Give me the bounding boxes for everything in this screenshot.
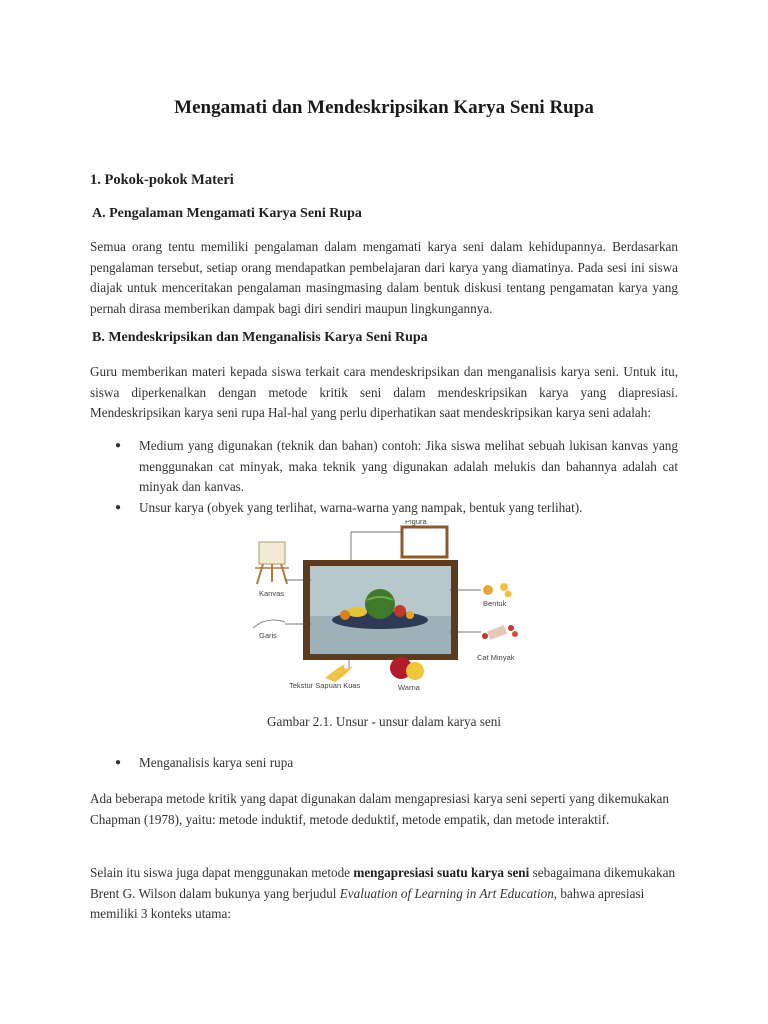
subheading-a: A. Pengalaman Mengamati Karya Seni Rupa <box>92 206 362 221</box>
list-item-medium <box>115 436 678 498</box>
list-item-text: Unsur karya (obyek yang terlihat, warna-warna yang nampak, bentuk yang terlihat). <box>139 500 583 515</box>
label-kanvas: Kanvas <box>259 589 285 598</box>
label-tekstur: Tekstur Sapuan Kuas <box>289 681 361 690</box>
oil-paint-icon <box>482 625 518 640</box>
shape-icon <box>483 583 512 598</box>
label-warna: Warna <box>398 683 420 692</box>
empty-frame-icon <box>402 527 447 557</box>
art-elements-figure <box>245 520 530 695</box>
framed-painting <box>303 560 458 660</box>
bullet-icon: ● <box>115 757 122 768</box>
bullet-icon: ● <box>115 440 122 451</box>
text-run: sebagaimana dikemukakan Brent G. Wilson dalam bukunya yang berjudul <box>90 865 676 901</box>
text-run: Selain itu siswa juga dapat menggunakan metode <box>90 865 354 880</box>
paragraph-wilson <box>90 863 678 925</box>
paragraph-a: Semua orang tentu memiliki pengalaman dalam mengamati karya seni dalam kehidupannya. Berdasarkan pengalaman tersebut, setiap orang mendapatkan pembelajaran dari karya yang diamatinya. Pada sesi ini siswa diajak untuk menceritakan pengalaman masingmasing dalam bentuk diskusi tentang pengamatan karya yang pernah dirasa memberikan dampak bagi diri sendiri maupun lingkungannya. <box>90 239 678 316</box>
text-run: , bahwa apresiasi memiliki 3 konteks utama: <box>90 885 645 921</box>
list-item-text: Menganalisis karya seni rupa <box>139 755 294 770</box>
bold-term: mengapresiasi suatu karya seni <box>353 865 530 880</box>
label-bentuk: Bentuk <box>483 599 507 608</box>
page-title: Mengamati dan Mendeskripsikan Karya Seni Rupa <box>174 97 594 118</box>
figure-caption: Gambar 2.1. Unsur - unsur dalam karya seni <box>266 714 501 729</box>
list-item-unsur <box>115 498 678 519</box>
paragraph-b: Guru memberikan materi kepada siswa terkait cara mendeskripsikan dan menganalisis karya seni. Untuk itu, siswa diperkenalkan dengan metode kritik seni dalam mendeskripsikan karya yang diapresiasi. Mendeskripsikan karya seni rupa Hal-hal yang perlu diperhatikan saat mendeskripsikan karya seni adalah: <box>90 364 678 420</box>
bullet-icon: ● <box>115 502 122 513</box>
label-garis: Garis <box>259 631 277 640</box>
list-item-text: Medium yang digunakan (teknik dan bahan) contoh: Jika siswa melihat sebuah lukisan kanvas yang menggunakan cat minyak, maka teknik yang digunakan adalah melukis dan bahannya adalah cat minyak dan kanvas. <box>139 438 678 494</box>
paragraph-chapman: Ada beberapa metode kritik yang dapat digunakan dalam mengapresiasi karya seni seperti yang dikemukakan Chapman (1978), yaitu: metode induktif, metode deduktif, metode empatik, dan metode interaktif. <box>90 791 669 827</box>
list-item-menganalisis <box>115 753 678 774</box>
color-icon <box>390 657 424 680</box>
line-stroke-icon <box>253 620 285 628</box>
label-pigura: Pigura <box>405 520 427 526</box>
section-heading-pokok-materi: 1. Pokok-pokok Materi <box>90 172 234 188</box>
easel-icon <box>255 542 289 584</box>
subheading-b: B. Mendeskripsikan dan Menganalisis Karya Seni Rupa <box>92 330 428 345</box>
label-cat-minyak: Cat Minyak <box>477 653 515 662</box>
book-title: Evaluation of Learning in Art Education <box>339 885 554 901</box>
